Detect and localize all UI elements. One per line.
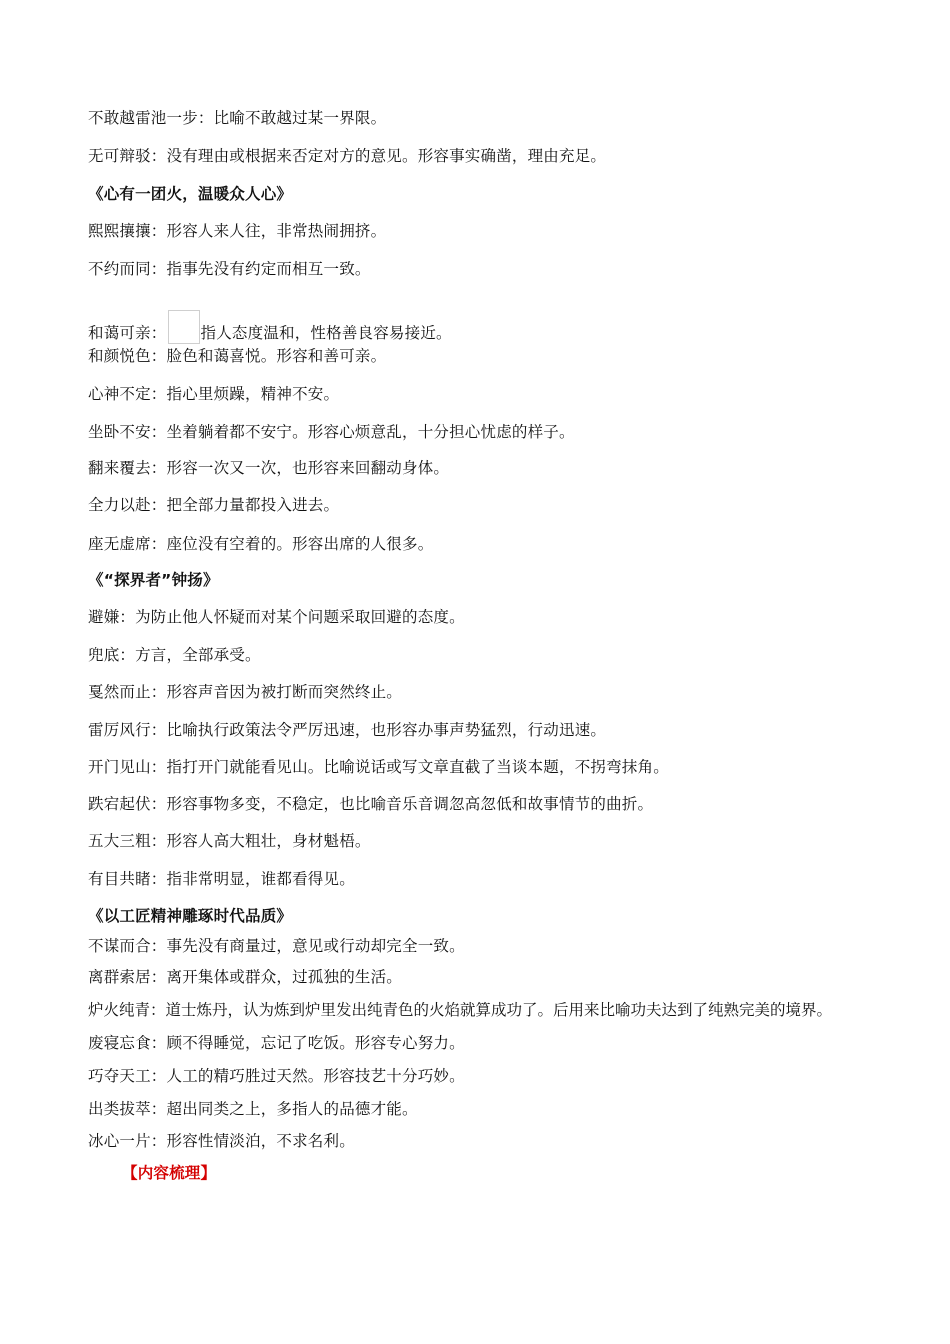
entry-qiaoduo-tiangong: 巧夺天工：人工的精巧胜过天然。形容技艺十分巧妙。 [88, 1067, 465, 1085]
entry-zuowo-buan: 坐卧不安：坐着躺着都不安宁。形容心烦意乱，十分担心忧虑的样子。 [88, 423, 575, 441]
section-heading-gongjiang-jingshen: 《以工匠精神雕琢时代品质》 [88, 907, 293, 925]
entry-doudi: 兜底：方言，全部承受。 [88, 646, 261, 664]
empty-image-placeholder [168, 310, 200, 344]
entry-term: 和蔼可亲： [88, 324, 167, 342]
entry-fanlai-fuqu: 翻来覆去：形容一次又一次，也形容来回翻动身体。 [88, 459, 450, 477]
entry-liqun-suoju: 离群索居：离开集体或群众，过孤独的生活。 [88, 968, 403, 986]
entry-kaimen-jianshan: 开门见山：指打开门就能看见山。比喻说话或写文章直截了当谈本题，不拐弯抹角。 [88, 758, 669, 776]
entry-youmu-gongdu: 有目共睹：指非常明显，谁都看得见。 [88, 870, 355, 888]
section-heading-xin-you-yi-tuan-huo: 《心有一团火，温暖众人心》 [88, 185, 293, 203]
entry-definition: 指人态度温和，性格善良容易接近。 [200, 324, 452, 342]
entry-heyan-yuese: 和颜悦色：脸色和蔼喜悦。形容和善可亲。 [88, 347, 387, 365]
entry-diedang-qifu: 跌宕起伏：形容事物多变，不稳定，也比喻音乐音调忽高忽低和故事情节的曲折。 [88, 795, 654, 813]
section-marker-neirong-shuli: 【内容梳理】 [122, 1164, 217, 1182]
entry-xixi-rangrang: 熙熙攘攘：形容人来人往，非常热闹拥挤。 [88, 222, 387, 240]
entry-quanli-yifu: 全力以赴：把全部力量都投入进去。 [88, 496, 340, 514]
entry-luhuo-chunqing: 炉火纯青：道士炼丹，认为炼到炉里发出纯青色的火焰就算成功了。后用来比喻功夫达到了纯熟完美的境界。 [88, 1001, 833, 1019]
entry-heai-keqin [88, 310, 452, 344]
entry-bingxin-yipian: 冰心一片：形容性情淡泊，不求名利。 [88, 1132, 355, 1150]
entry-bumou-erhe: 不谋而合：事先没有商量过，意见或行动却完全一致。 [88, 937, 465, 955]
entry-wuda-sancu: 五大三粗：形容人高大粗壮，身材魁梧。 [88, 832, 371, 850]
section-heading-tanjiezhe: 《“探界者”钟扬》 [88, 571, 219, 589]
entry-xinshen-buding: 心神不定：指心里烦躁，精神不安。 [88, 385, 340, 403]
entry-zuowu-xuxi: 座无虚席：座位没有空着的。形容出席的人很多。 [88, 535, 434, 553]
entry-bugan-yue-leichi: 不敢越雷池一步：比喻不敢越过某一界限。 [88, 109, 387, 127]
entry-bixian: 避嫌：为防止他人怀疑而对某个问题采取回避的态度。 [88, 608, 465, 626]
entry-wuke-bianbo: 无可辩驳：没有理由或根据来否定对方的意见。形容事实确凿，理由充足。 [88, 147, 607, 165]
entry-chulei-bacui: 出类拔萃：超出同类之上，多指人的品德才能。 [88, 1100, 418, 1118]
entry-leili-fengxing: 雷厉风行：比喻执行政策法令严厉迅速，也形容办事声势猛烈，行动迅速。 [88, 721, 607, 739]
entry-feiqin-wangshi: 废寝忘食：顾不得睡觉，忘记了吃饭。形容专心努力。 [88, 1034, 465, 1052]
entry-jiaran-erzhi: 戛然而止：形容声音因为被打断而突然终止。 [88, 683, 403, 701]
entry-buyue-ertong: 不约而同：指事先没有约定而相互一致。 [88, 260, 371, 278]
